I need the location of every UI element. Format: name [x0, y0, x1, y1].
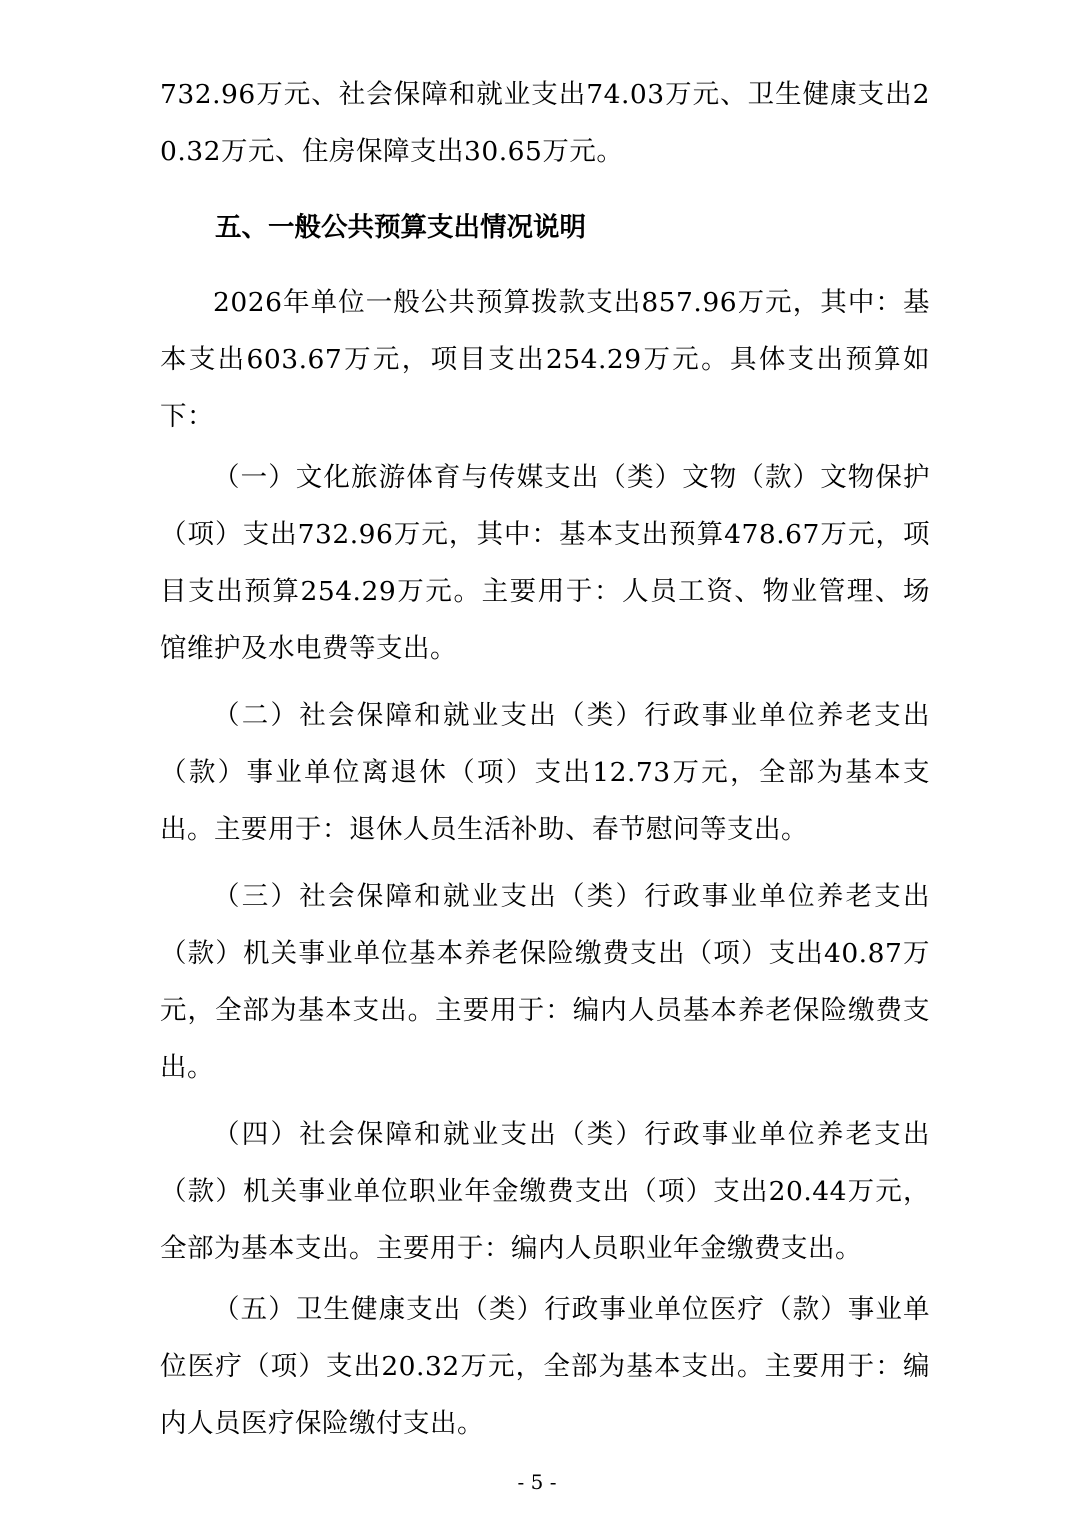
- document-body: [160, 66, 930, 1452]
- expenditure-item-1: （一）文化旅游体育与传媒支出（类）文物（款）文物保护（项）支出732.96万元，其中：基本支出预算478.67万元，项目支出预算254.29万元。主要用于：人员工资、物业管理、场馆维护及水电费等支出。: [160, 462, 930, 664]
- expenditure-item-4: （四）社会保障和就业支出（类）行政事业单位养老支出（款）机关事业单位职业年金缴费支出（项）支出20.44万元，全部为基本支出。主要用于：编内人员职业年金缴费支出。: [160, 1119, 930, 1264]
- intro-paragraph: 2026年单位一般公共预算拨款支出857.96万元，其中：基本支出603.67万元，项目支出254.29万元。具体支出预算如下：: [160, 287, 930, 432]
- page-number: - 5 -: [517, 1470, 557, 1494]
- expenditure-item-5: （五）卫生健康支出（类）行政事业单位医疗（款）事业单位医疗（项）支出20.32万元，全部为基本支出。主要用于：编内人员医疗保险缴付支出。: [160, 1294, 930, 1439]
- continuation-paragraph: 732.96万元、社会保障和就业支出74.03万元、卫生健康支出20.32万元、住房保障支出30.65万元。: [160, 79, 930, 167]
- expenditure-item-3: （三）社会保障和就业支出（类）行政事业单位养老支出（款）机关事业单位基本养老保险缴费支出（项）支出40.87万元，全部为基本支出。主要用于：编内人员基本养老保险缴费支出。: [160, 881, 930, 1083]
- section-heading: 五、一般公共预算支出情况说明: [215, 212, 586, 243]
- expenditure-item-2: （二）社会保障和就业支出（类）行政事业单位养老支出（款）事业单位离退休（项）支出12.73万元，全部为基本支出。主要用于：退休人员生活补助、春节慰问等支出。: [160, 700, 930, 845]
